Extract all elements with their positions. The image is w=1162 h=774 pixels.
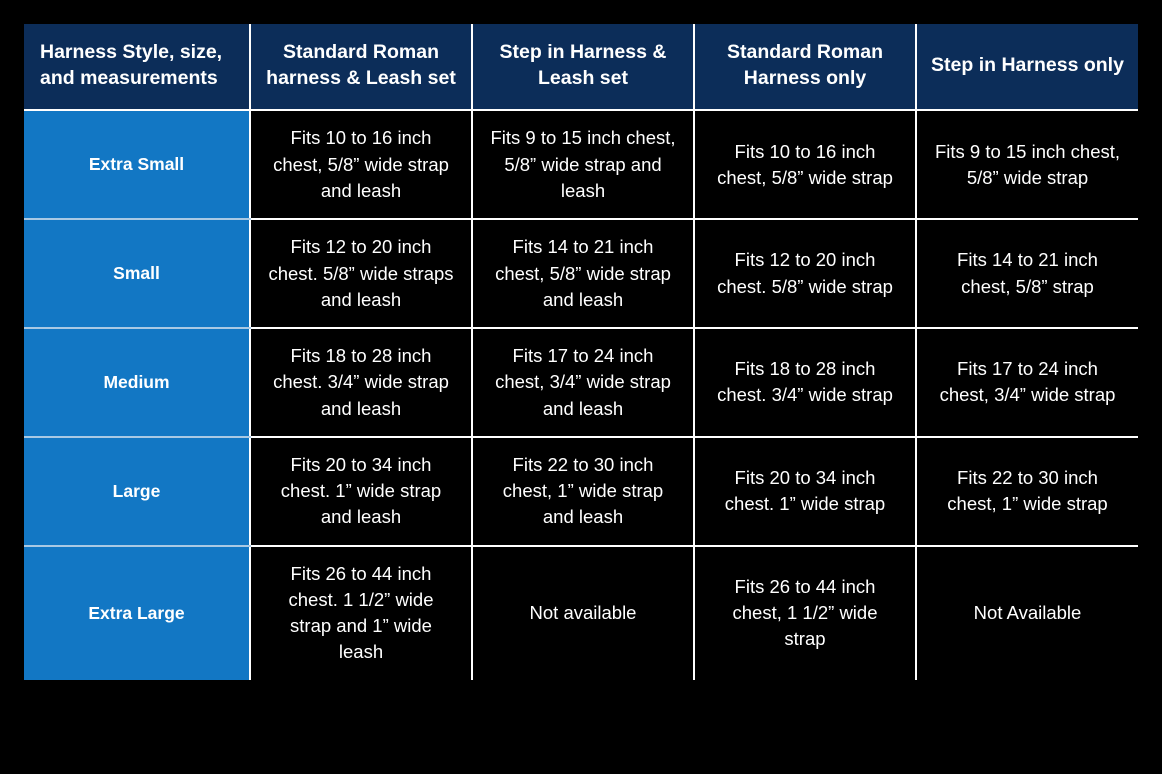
harness-sizing-table xyxy=(24,24,1138,680)
sizing-chart xyxy=(24,24,1138,680)
row-header-medium: Medium xyxy=(24,328,250,437)
cell-medium-stepin-leash-set: Fits 17 to 24 inch chest, 3/4” wide strap and leash xyxy=(472,328,694,437)
row-header-small: Small xyxy=(24,219,250,328)
table-body xyxy=(24,110,1138,679)
cell-extra-large-roman-only: Fits 26 to 44 inch chest, 1 1/2” wide strap xyxy=(694,546,916,680)
cell-extra-small-roman-only: Fits 10 to 16 inch chest, 5/8” wide strap xyxy=(694,110,916,219)
table-row xyxy=(24,110,1138,219)
table-row xyxy=(24,546,1138,680)
row-header-extra-small: Extra Small xyxy=(24,110,250,219)
header-row xyxy=(24,24,1138,110)
cell-medium-roman-only: Fits 18 to 28 inch chest. 3/4” wide strap xyxy=(694,328,916,437)
cell-large-stepin-leash-set: Fits 22 to 30 inch chest, 1” wide strap and leash xyxy=(472,437,694,546)
column-header-roman-leash-set: Standard Roman harness & Leash set xyxy=(250,24,472,110)
cell-small-roman-only: Fits 12 to 20 inch chest. 5/8” wide strap xyxy=(694,219,916,328)
row-header-large: Large xyxy=(24,437,250,546)
cell-small-stepin-only: Fits 14 to 21 inch chest, 5/8” strap xyxy=(916,219,1138,328)
column-header-stepin-only: Step in Harness only xyxy=(916,24,1138,110)
row-header-extra-large: Extra Large xyxy=(24,546,250,680)
cell-medium-roman-leash-set: Fits 18 to 28 inch chest. 3/4” wide strap and leash xyxy=(250,328,472,437)
table-row xyxy=(24,437,1138,546)
cell-small-roman-leash-set: Fits 12 to 20 inch chest. 5/8” wide straps and leash xyxy=(250,219,472,328)
table-row xyxy=(24,328,1138,437)
table-row xyxy=(24,219,1138,328)
cell-large-roman-only: Fits 20 to 34 inch chest. 1” wide strap xyxy=(694,437,916,546)
column-header-stepin-leash-set: Step in Harness & Leash set xyxy=(472,24,694,110)
cell-medium-stepin-only: Fits 17 to 24 inch chest, 3/4” wide strap xyxy=(916,328,1138,437)
cell-extra-large-stepin-only: Not Available xyxy=(916,546,1138,680)
column-header-size: Harness Style, size, and measurements xyxy=(24,24,250,110)
cell-small-stepin-leash-set: Fits 14 to 21 inch chest, 5/8” wide strap and leash xyxy=(472,219,694,328)
table-header xyxy=(24,24,1138,110)
cell-extra-small-roman-leash-set: Fits 10 to 16 inch chest, 5/8” wide strap and leash xyxy=(250,110,472,219)
cell-large-stepin-only: Fits 22 to 30 inch chest, 1” wide strap xyxy=(916,437,1138,546)
cell-extra-small-stepin-leash-set: Fits 9 to 15 inch chest, 5/8” wide strap and leash xyxy=(472,110,694,219)
column-header-roman-only: Standard Roman Harness only xyxy=(694,24,916,110)
cell-extra-large-roman-leash-set: Fits 26 to 44 inch chest. 1 1/2” wide strap and 1” wide leash xyxy=(250,546,472,680)
cell-extra-large-stepin-leash-set: Not available xyxy=(472,546,694,680)
cell-extra-small-stepin-only: Fits 9 to 15 inch chest, 5/8” wide strap xyxy=(916,110,1138,219)
cell-large-roman-leash-set: Fits 20 to 34 inch chest. 1” wide strap and leash xyxy=(250,437,472,546)
